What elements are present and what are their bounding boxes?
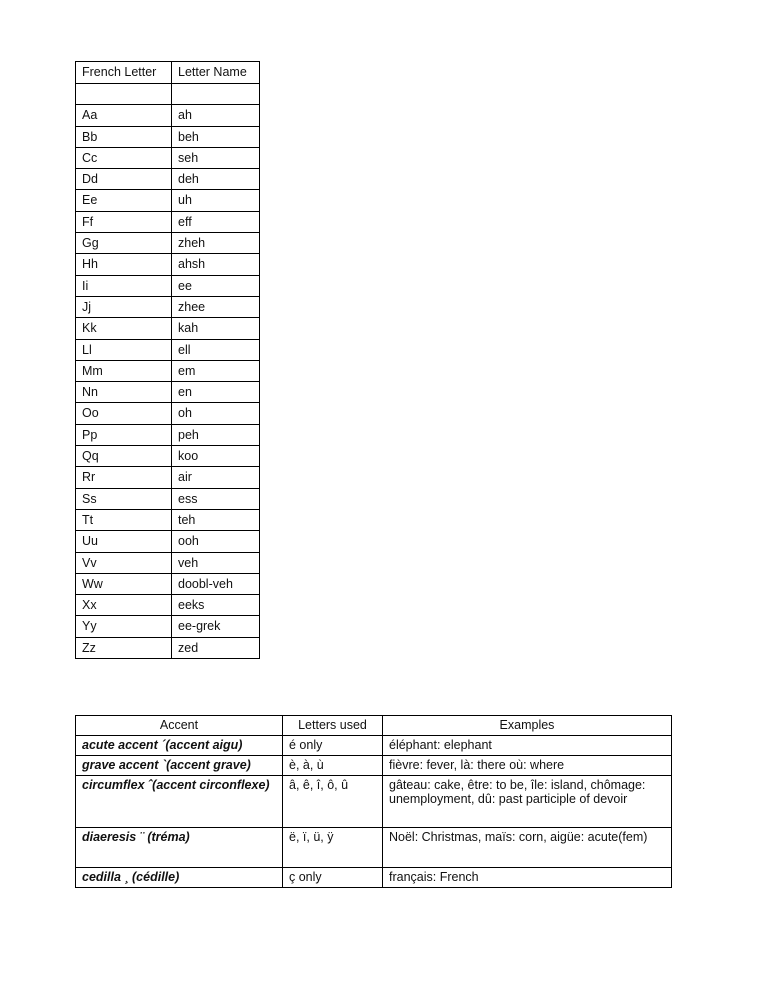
letter-row [76,339,260,360]
letter-name-cell: kah [172,318,260,339]
french-letter-cell: Ee [76,190,172,211]
accent-table [75,715,672,888]
french-letter-cell: Xx [76,595,172,616]
examples-cell: Noël: Christmas, maïs: corn, aigüe: acute(fem) [383,828,672,868]
accent-name-cell: diaeresis ¨ (tréma) [76,828,283,868]
letter-name-cell: ee-grek [172,616,260,637]
header-letter-name: Letter Name [172,62,260,84]
header-french-letter: French Letter [76,62,172,84]
french-letter-cell: Vv [76,552,172,573]
letter-row [76,552,260,573]
letter-name-cell: em [172,360,260,381]
letter-row [76,233,260,254]
french-letter-cell: Qq [76,446,172,467]
letter-row [76,126,260,147]
french-letter-cell: Aa [76,105,172,126]
letter-row [76,403,260,424]
letters-used-cell: é only [283,736,383,756]
letter-name-cell: oh [172,403,260,424]
accent-table-header-row [76,716,672,736]
letter-row [76,595,260,616]
french-letter-cell: Cc [76,147,172,168]
letter-row [76,531,260,552]
french-letter-cell: Hh [76,254,172,275]
french-letter-cell: Rr [76,467,172,488]
letter-name-cell: seh [172,147,260,168]
letter-row [76,467,260,488]
french-letter-cell: Ww [76,573,172,594]
letter-row [76,169,260,190]
accent-row [76,736,672,756]
letter-name-cell: eff [172,211,260,232]
french-letter-cell: Oo [76,403,172,424]
letter-row [76,105,260,126]
letter-name-cell: koo [172,446,260,467]
letter-name-cell: zheh [172,233,260,254]
examples-cell: gâteau: cake, être: to be, île: island, chômage: unemployment, dû: past participle of devoir [383,776,672,828]
letter-name-cell: ooh [172,531,260,552]
header-letters-used: Letters used [283,716,383,736]
accent-name-cell: cedilla ¸ (cédille) [76,868,283,888]
letter-name-cell: veh [172,552,260,573]
french-letter-cell: Dd [76,169,172,190]
letter-row [76,84,260,105]
letter-row [76,573,260,594]
letter-name-cell: en [172,382,260,403]
letter-name-cell [172,84,260,105]
accent-name-cell: grave accent `(accent grave) [76,756,283,776]
examples-cell: fièvre: fever, là: there où: where [383,756,672,776]
accent-row [76,756,672,776]
letters-used-cell: è, à, ù [283,756,383,776]
letters-used-cell: â, ê, î, ô, û [283,776,383,828]
letter-row [76,147,260,168]
letter-row [76,446,260,467]
letter-name-cell: ell [172,339,260,360]
letter-name-cell: zed [172,637,260,658]
letter-row [76,254,260,275]
french-letter-cell: Zz [76,637,172,658]
letter-row [76,211,260,232]
letter-row [76,318,260,339]
letter-row [76,616,260,637]
letter-name-cell: eeks [172,595,260,616]
header-accent: Accent [76,716,283,736]
letter-name-cell: deh [172,169,260,190]
letter-name-cell: air [172,467,260,488]
letter-row [76,275,260,296]
letter-name-cell: teh [172,509,260,530]
accent-name-cell: acute accent ´(accent aigu) [76,736,283,756]
french-letter-cell: Uu [76,531,172,552]
examples-cell: français: French [383,868,672,888]
letter-name-cell: doobl-veh [172,573,260,594]
french-letter-cell [76,84,172,105]
french-letter-cell: Ll [76,339,172,360]
letter-name-cell: ah [172,105,260,126]
accent-row [76,828,672,868]
french-letter-cell: Ff [76,211,172,232]
french-letter-cell: Ss [76,488,172,509]
letter-row [76,296,260,317]
letter-name-cell: ess [172,488,260,509]
letters-used-cell: ç only [283,868,383,888]
french-letter-cell: Bb [76,126,172,147]
french-letter-cell: Mm [76,360,172,381]
accent-row [76,776,672,828]
letter-row [76,637,260,658]
french-letter-cell: Yy [76,616,172,637]
letter-row [76,190,260,211]
letter-table-header-row [76,62,260,84]
french-letter-cell: Kk [76,318,172,339]
french-letter-cell: Ii [76,275,172,296]
letter-row [76,424,260,445]
letters-used-cell: ë, ï, ü, ÿ [283,828,383,868]
letter-row [76,360,260,381]
letter-table-body [76,84,260,659]
letter-name-cell: peh [172,424,260,445]
letter-name-cell: beh [172,126,260,147]
french-letter-cell: Tt [76,509,172,530]
french-letter-cell: Gg [76,233,172,254]
examples-cell: éléphant: elephant [383,736,672,756]
accent-table-body [76,736,672,888]
accent-name-cell: circumflex ˆ(accent circonflexe) [76,776,283,828]
accent-row [76,868,672,888]
letter-row [76,488,260,509]
letter-name-cell: ee [172,275,260,296]
french-letter-cell: Nn [76,382,172,403]
french-letter-cell: Jj [76,296,172,317]
header-examples: Examples [383,716,672,736]
letter-name-cell: zhee [172,296,260,317]
letter-name-cell: ahsh [172,254,260,275]
french-letter-cell: Pp [76,424,172,445]
letter-row [76,509,260,530]
letter-table [75,61,260,659]
letter-name-cell: uh [172,190,260,211]
letter-row [76,382,260,403]
